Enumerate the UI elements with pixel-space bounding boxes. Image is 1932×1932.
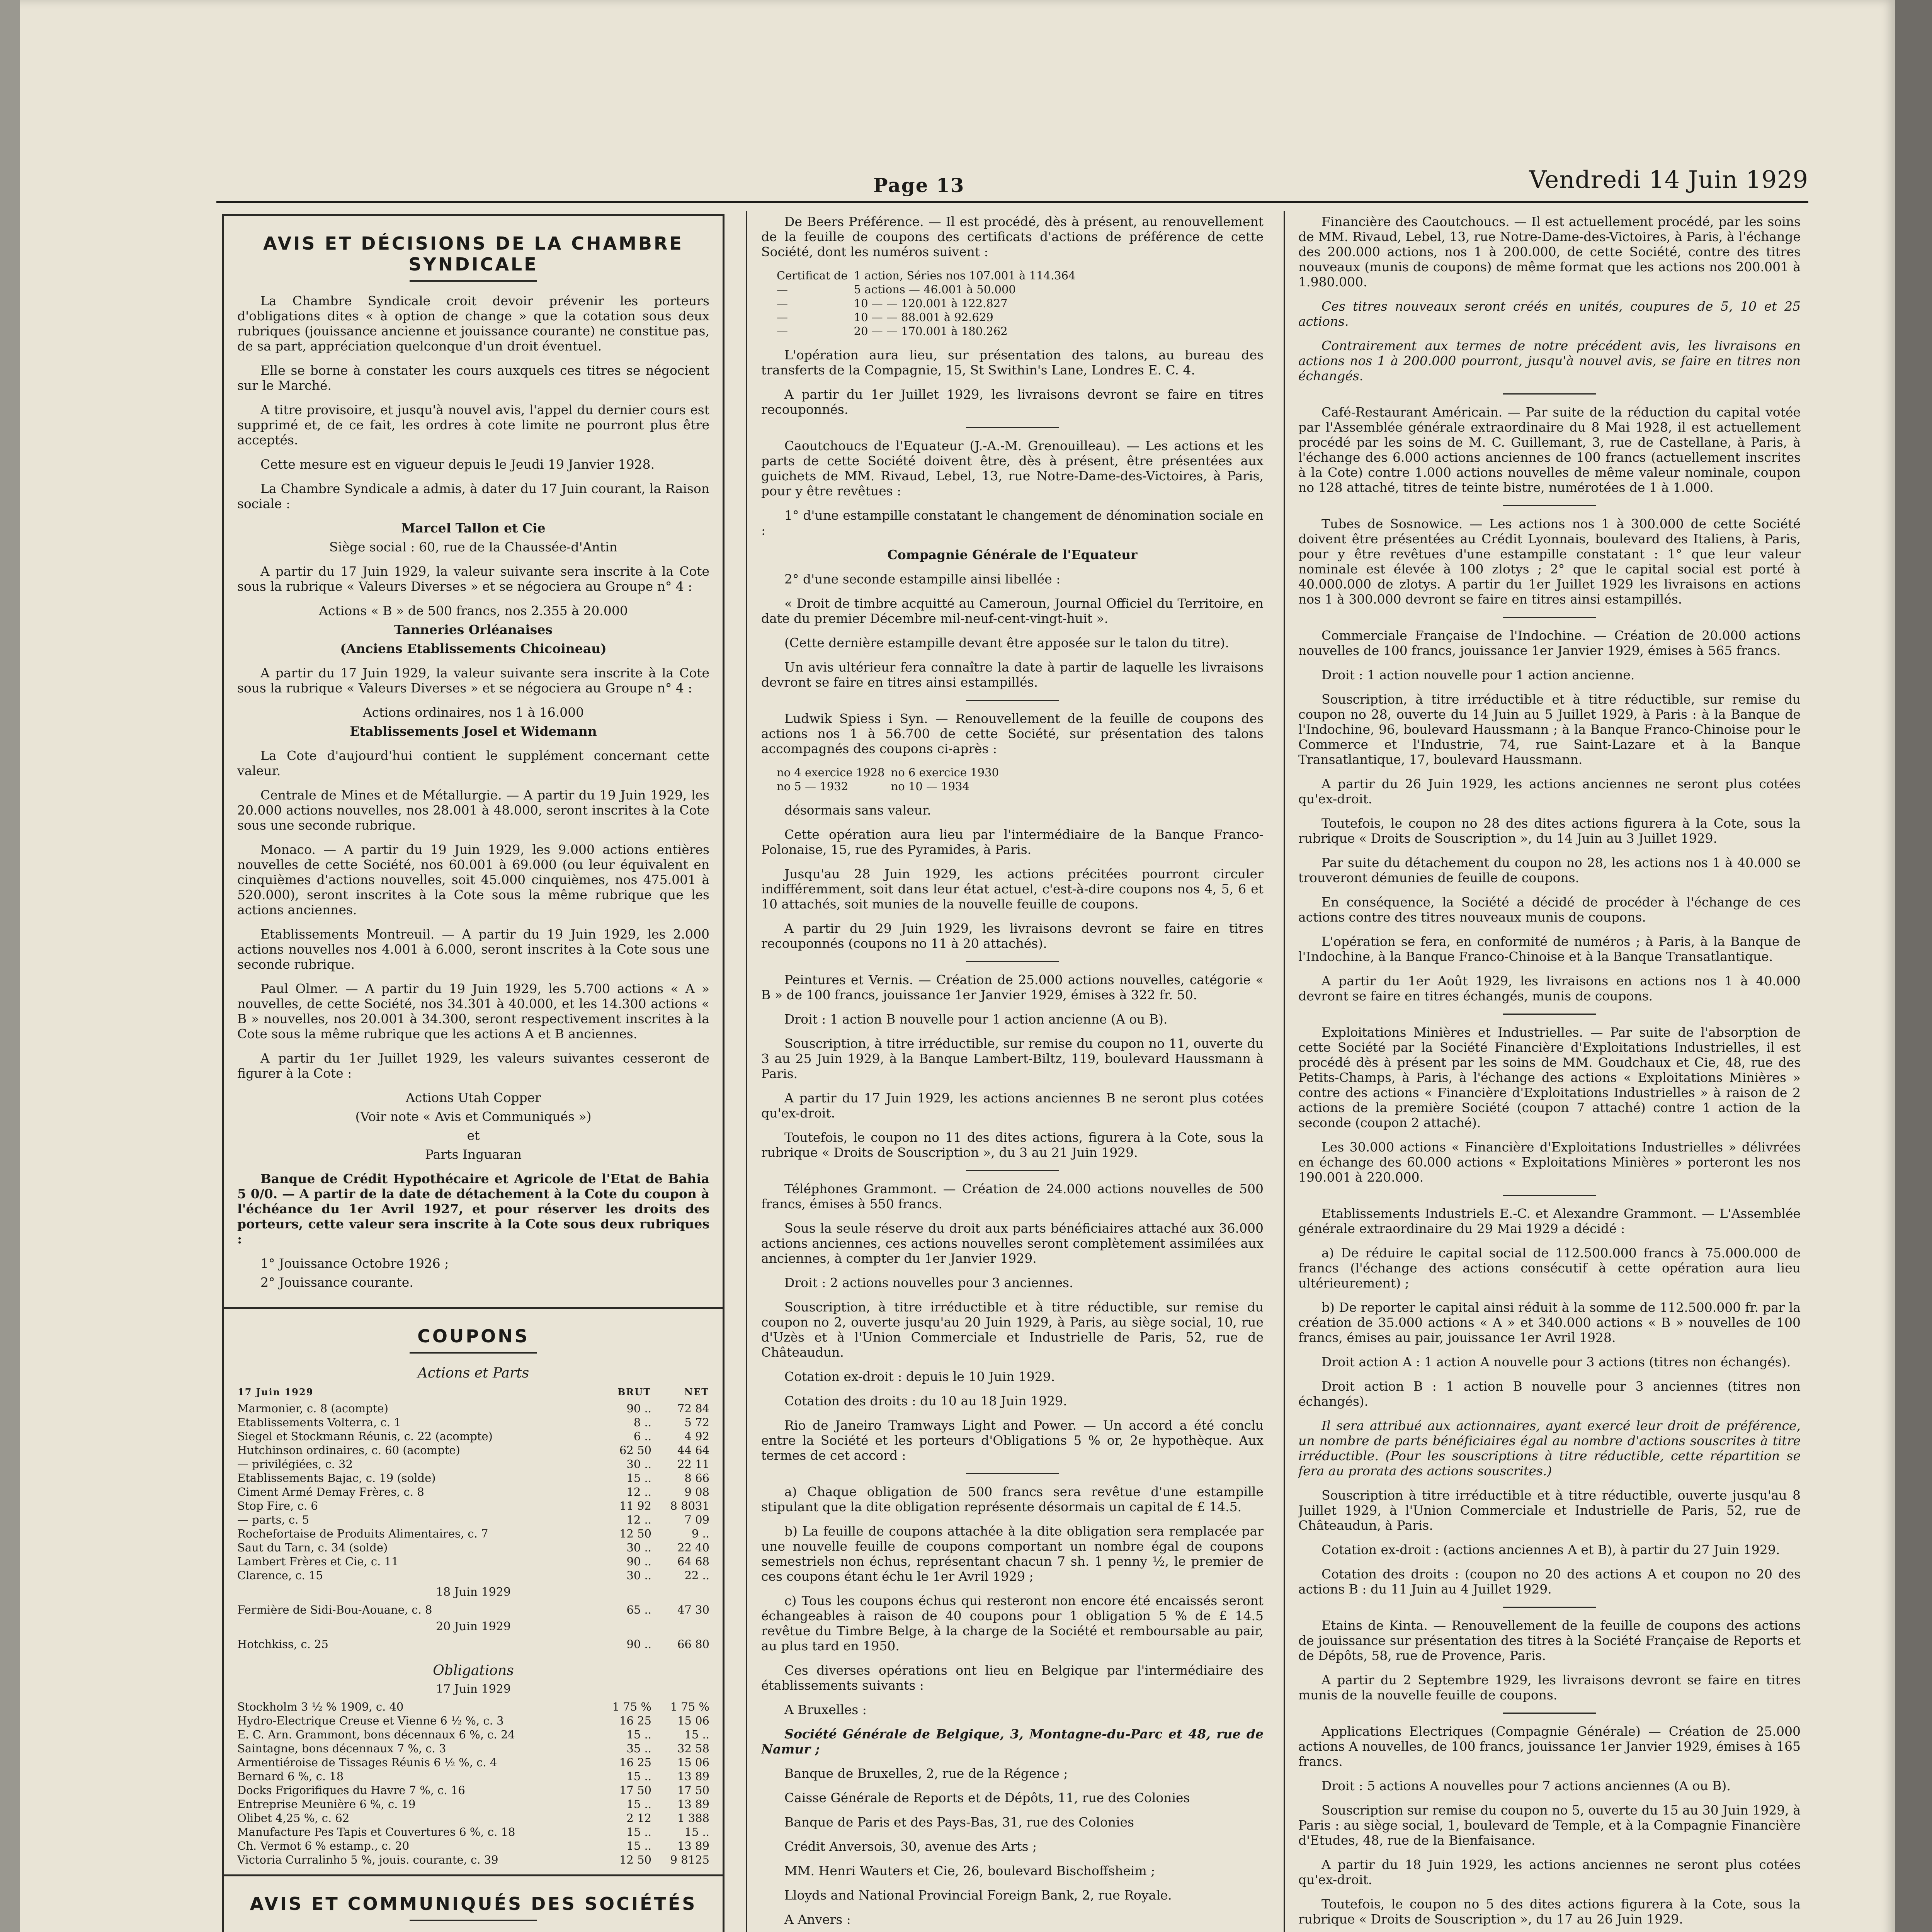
- coupon-row: [237, 1839, 709, 1853]
- coupon-net: 15 ..: [684, 1728, 709, 1741]
- coupon-brut: 15 ..: [626, 1770, 651, 1783]
- security-line: Actions Utah Copper: [406, 1090, 541, 1105]
- coupon-row: [237, 1513, 709, 1527]
- coupon-net: 1 388: [677, 1811, 709, 1825]
- coupon-net: 72 84: [677, 1402, 709, 1415]
- paragraph: A partir du 1er Août 1929, les livraisons en actions nos 1 à 40.000 devront se faire en titres échangés, munis de coupons.: [1298, 973, 1801, 1003]
- coupon-net: 7 09: [684, 1513, 709, 1526]
- coupon-net: 5 72: [684, 1416, 709, 1429]
- coupon-brut: 12 50: [619, 1853, 651, 1866]
- coupon-row: [237, 1485, 709, 1499]
- certificate-cell: —: [777, 325, 788, 338]
- paragraph: « Droit de timbre acquitté au Cameroun, Journal Officiel du Territoire, en date du premier Décembre mil-neuf-cent-vingt-huit ».: [761, 596, 1264, 626]
- paragraph: En conséquence, la Société a décidé de procéder à l'échange de ces actions contre des titres nouveaux munis de coupons.: [1298, 895, 1801, 925]
- paragraph: Droit action A : 1 action A nouvelle pour 3 actions (titres non échangés).: [1321, 1354, 1791, 1369]
- paragraph: L'opération se fera, en conformité de numéros ; à Paris, à la Banque de l'Indochine, à la Banque Franco-Chinoise et à la Banque Transatlantique.: [1298, 934, 1801, 964]
- coupon-brut: 16 25: [619, 1714, 651, 1727]
- paragraph: A partir du 17 Juin 1929, la valeur suivante sera inscrite à la Cote sous la rubrique « Valeurs Diverses » et se négociera au Groupe n° 4 :: [237, 665, 709, 696]
- paragraph: Souscription, à titre irréductible et à titre réductible, sur remise du coupon no 28, ouverte du 14 Juin au 5 Juillet 1929, à Paris : à la Banque de l'Indochine, 96, boulevard Haussmann ; à la Banque Franco-Chinoise pour le Commerce et l'Industrie, 74, rue Saint-Lazare et à la Banque Transatlantique, 17, boulevard Haussmann.: [1298, 692, 1801, 767]
- paragraph: Toutefois, le coupon no 5 des dites actions figurera à la Cote, sous la rubrique « Droits de Souscription », du 17 au 26 Juin 1929.: [1298, 1896, 1801, 1927]
- coupon-label: Hydro-Electrique Creuse et Vienne 6 ½ %, c. 3: [237, 1714, 504, 1727]
- divider: [966, 700, 1059, 701]
- divider: [410, 1352, 537, 1354]
- divider: [966, 961, 1059, 962]
- column-rule: [746, 211, 747, 1932]
- paragraph: Cotation des droits : du 10 au 18 Juin 1929.: [784, 1393, 1067, 1408]
- coupon-label: Lambert Frères et Cie, c. 11: [237, 1555, 399, 1568]
- paragraph: Cotation ex-droit : depuis le 10 Juin 1929.: [784, 1369, 1055, 1384]
- security-line: Parts Inguaran: [425, 1147, 522, 1162]
- divider: [966, 1473, 1059, 1474]
- coupon-brut: 12 ..: [626, 1485, 651, 1498]
- coupons-table-actions: [237, 1385, 709, 1582]
- column-header-brut: BRUT: [617, 1386, 651, 1398]
- divider: [966, 1170, 1059, 1171]
- coupon-row: [237, 1700, 709, 1714]
- divider: [1503, 393, 1596, 395]
- column-rule: [1284, 211, 1285, 1932]
- paragraph: Sous la seule réserve du droit aux parts bénéficiaires attaché aux 36.000 actions anciennes, ces actions nouvelles seront complètement assimilées aux anciennes, à compter du 1er Janvier 1929.: [761, 1221, 1264, 1266]
- certificate-cell: —: [777, 283, 788, 296]
- divider: [1503, 617, 1596, 618]
- coupon-row: [237, 1797, 709, 1811]
- paragraph: La Cote d'aujourd'hui contient le supplément concernant cette valeur.: [237, 748, 709, 778]
- paragraph: 1° d'une estampille constatant le changement de dénomination sociale en :: [761, 508, 1264, 538]
- coupon-label: Stockholm 3 ½ % 1909, c. 40: [237, 1700, 404, 1713]
- paragraph: Peintures et Vernis. — Création de 25.000 actions nouvelles, catégorie « B » de 100 francs, jouissance 1er Janvier 1929, émises à 322 fr. 50.: [761, 972, 1264, 1002]
- certificate-row: [777, 324, 1082, 338]
- paragraph: Souscription à titre irréductible et à titre réductible, ouverte jusqu'au 8 Juillet 1929, à l'Union Commerciale et Industrielle de Paris, 52, rue de Châteaudun, à Paris.: [1298, 1488, 1801, 1533]
- coupon-list-row: [777, 765, 1005, 779]
- coupon-row: [237, 1714, 709, 1728]
- coupon-brut: 90 ..: [626, 1402, 651, 1415]
- coupon-brut: 16 25: [619, 1756, 651, 1769]
- paragraph: Monaco. — A partir du 19 Juin 1929, les 9.000 actions entières nouvelles de cette Société, nos 60.001 à 69.000 (ou leur équivalent en cinquièmes d'actions nouvelles, soit 45.000 cinquièmes, nos 475.001 à 520.000), seront inscrites à la Cote sous la même rubrique que les actions anciennes.: [237, 842, 709, 917]
- divider: [1503, 505, 1596, 506]
- coupon-label: Ch. Vermot 6 % estamp., c. 20: [237, 1839, 410, 1852]
- coupon-net: 66 80: [677, 1638, 709, 1651]
- certificate-cell: Certificat de: [777, 269, 848, 282]
- coupon-row: [237, 1527, 709, 1541]
- paragraph: a) De réduire le capital social de 112.500.000 francs à 75.000.000 de francs (l'échange des actions consécutif à cette opération aura lieu ultérieurement) ;: [1298, 1245, 1801, 1291]
- coupon-row: [237, 1637, 709, 1651]
- paragraph: Crédit Anversois, 30, avenue des Arts ;: [784, 1839, 1037, 1854]
- coupon-row: [237, 1443, 709, 1457]
- coupon-row: [237, 1457, 709, 1471]
- paragraph: Ces titres nouveaux seront créés en unités, coupures de 5, 10 et 25 actions.: [1298, 299, 1801, 329]
- paragraph: b) De reporter le capital ainsi réduit à la somme de 112.500.000 fr. par la création de 35.000 actions « A » et 340.000 actions « B » nouvelles de 100 francs, émises au pair, jouissance 1er Avril 1928.: [1298, 1300, 1801, 1345]
- paragraph: L'opération aura lieu, sur présentation des talons, au bureau des transferts de la Compagnie, 15, St Swithin's Lane, Londres E. C. 4.: [761, 347, 1264, 378]
- paragraph: A partir du 17 Juin 1929, les actions anciennes B ne seront plus cotées qu'ex-droit.: [761, 1090, 1264, 1121]
- coupon-brut: 15 ..: [626, 1798, 651, 1811]
- paragraph: Souscription, à titre irréductible et à titre réductible, sur remise du coupon no 2, ouverte jusqu'au 20 Juin 1929, à Paris, au siège social, 10, rue d'Uzès et à l'Union Commerciale et Industrielle de Paris, 52, rue de Châteaudun.: [761, 1299, 1264, 1360]
- paragraph: MM. Henri Wauters et Cie, 26, boulevard Bischoffsheim ;: [784, 1863, 1155, 1878]
- paragraph: Banque de Bruxelles, 2, rue de la Régence ;: [784, 1766, 1068, 1781]
- paragraph: Cotation des droits : (coupon no 20 des actions A et coupon no 20 des actions B : du 11 Juin au 4 Juillet 1929.: [1298, 1566, 1801, 1597]
- coupon-label: Docks Frigorifiques du Havre 7 %, c. 16: [237, 1784, 465, 1797]
- page-number: Page 13: [873, 174, 965, 197]
- coupon-brut: 15 ..: [626, 1839, 651, 1852]
- coupon-label: Manufacture Pes Tapis et Couvertures 6 %, c. 18: [237, 1825, 515, 1838]
- coupons-table: [237, 1637, 709, 1651]
- paragraph: Droit : 5 actions A nouvelles pour 7 actions anciennes (A ou B).: [1321, 1778, 1731, 1793]
- coupon-row: [237, 1742, 709, 1755]
- divider: [410, 1920, 537, 1921]
- coupon-row: [237, 1728, 709, 1742]
- paragraph: Etablissements Industriels E.-C. et Alexandre Grammont. — L'Assemblée générale extraordinaire du 29 Mai 1929 a décidé :: [1298, 1206, 1801, 1236]
- coupon-label: Ciment Armé Demay Frères, c. 8: [237, 1485, 424, 1498]
- paragraph: Caoutchoucs de l'Equateur (J.-A.-M. Grenouilleau). — Les actions et les parts de cette Société doivent être, dès à présent, être présentées aux guichets de MM. Rivaud, Lebel, 13, rue Notre-Dame-des-Victoires, à Paris, pour y être revêtues :: [761, 438, 1264, 498]
- certificate-cell: 10 — — 88.001 à 92.629: [854, 311, 993, 324]
- coupon-brut: 15 ..: [626, 1825, 651, 1838]
- coupon-label: Etablissements Volterra, c. 1: [237, 1416, 401, 1429]
- coupon-net: 22 11: [677, 1458, 709, 1471]
- paragraph: Compagnie Générale de l'Equateur: [887, 547, 1138, 562]
- paragraph: Par suite du détachement du coupon no 28, les actions nos 1 à 40.000 se trouveront démunies de feuille de coupons.: [1298, 855, 1801, 885]
- certificate-cell: —: [777, 311, 788, 324]
- coupon-row: [237, 1568, 709, 1582]
- paragraph: Caisse Générale de Reports et de Dépôts, 11, rue des Colonies: [784, 1790, 1190, 1805]
- paragraph: A Bruxelles :: [784, 1702, 867, 1717]
- coupon-row: [237, 1499, 709, 1513]
- coupon-brut: 2 12: [626, 1811, 651, 1825]
- section-title-coupons: COUPONS: [417, 1326, 529, 1347]
- paragraph: Tubes de Sosnowice. — Les actions nos 1 à 300.000 de cette Société doivent être présentées au Crédit Lyonnais, boulevard des Italiens, à Paris, pour y être revêtues d'une estampille constatant : 1° que leur valeur nominale est élevée à 100 zlotys ; 2° que le capital social est porté à 40.000.000 de zlotys. A partir du 1er Juillet 1929 les livraisons en actions nos 1 à 300.000 devront se faire en titres ainsi estampillés.: [1298, 516, 1801, 607]
- coupon-label: Entreprise Meunière 6 %, c. 19: [237, 1798, 416, 1811]
- coupon-row: [237, 1783, 709, 1797]
- coupon-net: 4 92: [684, 1430, 709, 1443]
- paragraph: 1° Jouissance Octobre 1926 ;: [260, 1256, 449, 1271]
- coupon-brut: 65 ..: [626, 1603, 651, 1616]
- security-line: Actions « B » de 500 francs, nos 2.355 à 20.000: [319, 603, 628, 618]
- paragraph: A partir du 18 Juin 1929, les actions anciennes ne seront plus cotées qu'ex-droit.: [1298, 1857, 1801, 1887]
- coupon-list-table: [777, 765, 1005, 793]
- paragraph: b) La feuille de coupons attachée à la dite obligation sera remplacée par une nouvelle feuille de coupons comportant un nombre égal de coupons semestriels non échus, représentant chacun 7 sh. 1 penny ½, le premier de ces coupons étant échu le 1er Avril 1929 ;: [761, 1524, 1264, 1584]
- paragraph: Cette mesure est en vigueur depuis le Jeudi 19 Janvier 1928.: [260, 457, 655, 472]
- coupon-brut: 90 ..: [626, 1555, 651, 1568]
- paragraph: Commerciale Française de l'Indochine. — Création de 20.000 actions nouvelles de 100 francs, jouissance 1er Janvier 1929, émises à 565 francs.: [1298, 628, 1801, 658]
- communiques-box: [222, 1876, 724, 1932]
- paragraph: c) Tous les coupons échus qui resteront non encore été encaissés seront échangeables à raison de 40 coupons pour 1 obligation 5 % de £ 14.5 revêtue du Timbre Belge, à la charge de la Société et remboursable au pair, au plus tard en 1950.: [761, 1593, 1264, 1653]
- paragraph: A partir du 1er Juillet 1929, les livraisons devront se faire en titres recouponnés.: [761, 387, 1264, 417]
- coupon-label: Hotchkiss, c. 25: [237, 1638, 328, 1651]
- coupons-box: [222, 1309, 724, 1876]
- coupon-net: 44 64: [677, 1444, 709, 1457]
- coupon-brut: 15 ..: [626, 1728, 651, 1741]
- company-name: Marcel Tallon et Cie: [401, 520, 546, 536]
- certificate-cell: 5 actions — 46.001 à 50.000: [854, 283, 1016, 296]
- column-header-net: NET: [684, 1386, 709, 1398]
- paragraph: Lloyds and National Provincial Foreign Bank, 2, rue Royale.: [784, 1888, 1172, 1903]
- column-3-body: [1298, 214, 1801, 1932]
- coupon-net: 13 89: [677, 1798, 709, 1811]
- paragraph: (Cette dernière estampille devant être apposée sur le talon du titre).: [784, 635, 1229, 650]
- paragraph: Financière des Caoutchoucs. — Il est actuellement procédé, par les soins de MM. Rivaud, Lebel, 13, rue Notre-Dame-des-Victoires, à Paris, à l'échange des 200.000 actions, nos 1 à 200.000, de cette Société, contre des titres nouveaux (munis de coupons) de même format que les actions nos 200.001 à 1.980.000.: [1298, 214, 1801, 289]
- coupon-brut: 30 ..: [626, 1569, 651, 1582]
- coupon-net: 13 89: [677, 1770, 709, 1783]
- coupon-label: Saintagne, bons décennaux 7 %, c. 3: [237, 1742, 446, 1755]
- paragraph: Un avis ultérieur fera connaître la date à partir de laquelle les livraisons devront se faire en titres ainsi estampillés.: [761, 660, 1264, 690]
- paragraph: A titre provisoire, et jusqu'à nouvel avis, l'appel du dernier cours est supprimé et, de ce fait, les ordres à cote limite ne pourront plus être acceptés.: [237, 402, 709, 447]
- security-line: et: [467, 1128, 480, 1143]
- paragraph: Café-Restaurant Américain. — Par suite de la réduction du capital votée par l'Assemblée générale extraordinaire du 8 Mai 1928, il est actuellement procédé par les soins de M. C. Guillemant, 3, rue de Castellane, à Paris, à l'échange des 6.000 actions anciennes de 100 francs (actuellement inscrites à la Cote) contre 1.000 actions nouvelles de même valeur nominale, coupon no 128 attaché, titres de teinte bistre, numérotées de 1 à 1.000.: [1298, 405, 1801, 495]
- certificate-cell: —: [777, 297, 788, 310]
- divider: [1503, 1607, 1596, 1608]
- company-name: (Anciens Etablissements Chicoineau): [340, 641, 607, 656]
- paragraph: Souscription, à titre irréductible, sur remise du coupon no 11, ouverte du 3 au 25 Juin 1929, à la Banque Lambert-Biltz, 119, boulevard Haussmann à Paris.: [761, 1036, 1264, 1081]
- divider: [1503, 1014, 1596, 1015]
- paragraph: 2° d'une seconde estampille ainsi libellée :: [784, 571, 1061, 587]
- running-header: [216, 116, 1808, 197]
- coupon-net: 17 50: [677, 1784, 709, 1797]
- paragraph: Droit action B : 1 action B nouvelle pour 3 anciennes (titres non échangés).: [1298, 1379, 1801, 1409]
- paragraph: A partir du 17 Juin 1929, la valeur suivante sera inscrite à la Cote sous la rubrique « Valeurs Diverses » et se négociera au Groupe n° 4 :: [237, 564, 709, 594]
- paragraph: A Anvers :: [784, 1912, 851, 1927]
- paragraph: Jusqu'au 28 Juin 1929, les actions précitées pourront circuler indifféremment, soit dans leur état actuel, c'est-à-dire coupons nos 4, 5, 6 et 10 attachés, soit munies de la nouvelle feuille de coupons.: [761, 866, 1264, 912]
- coupon-net: 22 ..: [684, 1569, 709, 1582]
- coupon-label: Siegel et Stockmann Réunis, c. 22 (acompte): [237, 1430, 493, 1443]
- coupon-label: E. C. Arn. Grammont, bons décennaux 6 %, c. 24: [237, 1728, 515, 1741]
- coupon-label: Olibet 4,25 %, c. 62: [237, 1811, 350, 1825]
- coupon-label: Armentiéroise de Tissages Réunis 6 ½ %, c. 4: [237, 1756, 497, 1769]
- coupon-brut: 17 50: [619, 1784, 651, 1797]
- column-2-body: [761, 214, 1264, 1932]
- coupon-row: [237, 1811, 709, 1825]
- coupon-brut: 15 ..: [626, 1471, 651, 1485]
- avis-box: [222, 214, 724, 1309]
- divider: [966, 427, 1059, 428]
- coupon-row: [237, 1541, 709, 1554]
- coupon-label: Marmonier, c. 8 (acompte): [237, 1402, 388, 1415]
- page-frame: [216, 201, 1808, 1932]
- coupon-row: [237, 1471, 709, 1485]
- paragraph: Droit : 1 action nouvelle pour 1 action ancienne.: [1321, 667, 1635, 682]
- paragraph: Toutefois, le coupon no 28 des dites actions figurera à la Cote, sous la rubrique « Droits de Souscription », du 14 Juin au 3 Juillet 1929.: [1298, 816, 1801, 846]
- coupon-label: Fermière de Sidi-Bou-Aouane, c. 8: [237, 1603, 432, 1616]
- certificate-cell: 20 — — 170.001 à 180.262: [854, 325, 1008, 338]
- paragraph: Etains de Kinta. — Renouvellement de la feuille de coupons des actions de jouissance sur présentation des titres à la Société Française de Reports et de Dépôts, 58, rue de Provence, Paris.: [1298, 1618, 1801, 1663]
- coupon-net: 9 ..: [691, 1527, 709, 1540]
- paragraph: A partir du 1er Juillet 1929, les valeurs suivantes cesseront de figurer à la Cote :: [237, 1051, 709, 1081]
- coupon-net: 8 8031: [670, 1499, 709, 1512]
- coupon-brut: 11 92: [619, 1499, 651, 1512]
- paragraph: Elle se borne à constater les cours auxquels ces titres se négocient sur le Marché.: [237, 363, 709, 393]
- column-2: [761, 214, 1264, 1932]
- certificate-cell: 10 — — 120.001 à 122.827: [854, 297, 1008, 310]
- certificate-table: [777, 269, 1082, 338]
- issue-date: Vendredi 14 Juin 1929: [1529, 165, 1808, 194]
- divider: [1503, 1195, 1596, 1196]
- certificate-row: [777, 269, 1082, 282]
- coupons-date: 18 Juin 1929: [436, 1585, 511, 1599]
- paragraph: Souscription sur remise du coupon no 5, ouverte du 15 au 30 Juin 1929, à Paris : au siège social, 1, boulevard de Temple, et à la Compagnie Financière d'Etudes, 48, rue de la Bienfaisance.: [1298, 1803, 1801, 1848]
- coupons-subtitle: Obligations: [433, 1663, 514, 1679]
- table-header-date: 17 Juin 1929: [238, 1386, 314, 1398]
- coupons-table: [237, 1603, 709, 1617]
- paragraph: désormais sans valeur.: [784, 803, 931, 818]
- coupon-net: 15 06: [677, 1714, 709, 1727]
- certificate-row: [777, 282, 1082, 296]
- paragraph: Exploitations Minières et Industrielles. — Par suite de l'absorption de cette Société par la Société Financière d'Exploitations Industrielles, il est procédé dès à présent par les soins de MM. Goudchaux et Cie, 48, rue des Petits-Champs, à Paris, à l'échange des actions « Exploitations Minières » contre des actions « Financière d'Exploitations Industrielles » à raison de 2 actions de la première Société (coupon 7 attaché) contre 1 action de la seconde (coupon 2 attaché).: [1298, 1025, 1801, 1130]
- coupon-net: 9 8125: [670, 1853, 709, 1866]
- paragraph: La Chambre Syndicale croit devoir prévenir les porteurs d'obligations dites « à option de change » que la cotation sous deux rubriques (jouissance ancienne et jouissance courante) ne constitue pas, de sa part, appréciation quelconque d'un droit éventuel.: [237, 293, 709, 354]
- paragraph: a) Chaque obligation de 500 francs sera revêtue d'une estampille stipulant que la dite obligation représente désormais un capital de £ 14.5.: [761, 1484, 1264, 1514]
- paragraph: Etablissements Montreuil. — A partir du 19 Juin 1929, les 2.000 actions nouvelles nos 4.001 à 6.000, seront inscrites à la Cote sous une seconde rubrique.: [237, 927, 709, 972]
- column-3: [1298, 214, 1801, 1932]
- coupon-net: 22 40: [677, 1541, 709, 1554]
- coupon-label: Bernard 6 %, c. 18: [237, 1770, 344, 1783]
- paragraph: Applications Electriques (Compagnie Générale) — Création de 25.000 actions A nouvelles, de 100 francs, jouissance 1er Janvier 1929, émises à 165 francs.: [1298, 1724, 1801, 1769]
- paragraph: Paul Olmer. — A partir du 19 Juin 1929, les 5.700 actions « A » nouvelles, de cette Société, nos 34.301 à 40.000, et les 14.300 actions « B » nouvelles, nos 20.001 à 34.300, seront respectivement inscrites à la Cote sous la même rubrique que les actions A et B anciennes.: [237, 981, 709, 1041]
- certificate-cell: 1 action, Séries nos 107.001 à 114.364: [854, 269, 1076, 282]
- coupon-net: 15 ..: [684, 1825, 709, 1838]
- coupon-net: 8 66: [684, 1471, 709, 1485]
- company-name: Etablissements Josel et Widemann: [350, 724, 597, 739]
- coupon-net: 9 08: [684, 1485, 709, 1498]
- paragraph: Banque de Paris et des Pays-Bas, 31, rue des Colonies: [784, 1815, 1134, 1830]
- binding-strip: [0, 0, 20, 1932]
- scan-background: [1895, 0, 1932, 1932]
- coupon-brut: 12 ..: [626, 1513, 651, 1526]
- paragraph: A partir du 29 Juin 1929, les livraisons devront se faire en titres recouponnés (coupons no 11 à 20 attachés).: [761, 921, 1264, 951]
- divider: [410, 280, 537, 282]
- coupon-brut: 1 75 %: [612, 1700, 651, 1713]
- coupon-row: [237, 1401, 709, 1415]
- coupon-list-cell: no 6 exercice 1930: [891, 766, 999, 779]
- column-1: [222, 214, 724, 1932]
- coupon-net: 15 06: [677, 1756, 709, 1769]
- coupon-brut: 35 ..: [626, 1742, 651, 1755]
- coupon-label: — parts, c. 5: [237, 1513, 310, 1526]
- paragraph: 2° Jouissance courante.: [260, 1275, 413, 1290]
- coupon-row: [237, 1429, 709, 1443]
- coupon-label: Hutchinson ordinaires, c. 60 (acompte): [237, 1444, 460, 1457]
- coupon-brut: 30 ..: [626, 1458, 651, 1471]
- paragraph: Droit : 1 action B nouvelle pour 1 action ancienne (A ou B).: [784, 1012, 1168, 1027]
- coupon-label: Stop Fire, c. 6: [237, 1499, 318, 1512]
- coupon-brut: 62 50: [619, 1444, 651, 1457]
- coupon-brut: 12 50: [619, 1527, 651, 1540]
- paragraph: Cette opération aura lieu par l'intermédiaire de la Banque Franco-Polonaise, 15, rue des Pyramides, à Paris.: [761, 827, 1264, 857]
- coupon-label: Victoria Curralinho 5 %, jouis. courante, c. 39: [237, 1853, 498, 1866]
- coupon-row: [237, 1554, 709, 1568]
- coupon-row: [237, 1769, 709, 1783]
- coupons-date: 20 Juin 1929: [436, 1620, 511, 1633]
- coupon-row: [237, 1825, 709, 1839]
- section-title-avis: AVIS ET DÉCISIONS DE LA CHAMBRE SYNDICALE: [263, 233, 684, 275]
- coupons-subtitle: Actions et Parts: [417, 1365, 529, 1381]
- coupon-label: Rochefortaise de Produits Alimentaires, c. 7: [237, 1527, 488, 1540]
- paragraph: De Beers Préférence. — Il est procédé, dès à présent, au renouvellement de la feuille de coupons des certificats d'actions de préférence de cette Société, dont les numéros suivent :: [761, 214, 1264, 259]
- divider: [1503, 1713, 1596, 1714]
- company-name: Tanneries Orléanaises: [394, 622, 553, 637]
- coupon-net: 1 75 %: [670, 1700, 709, 1713]
- paragraph: Cotation ex-droit : (actions anciennes A et B), à partir du 27 Juin 1929.: [1321, 1542, 1780, 1557]
- coupon-row: [237, 1415, 709, 1429]
- coupon-net: 64 68: [677, 1555, 709, 1568]
- coupon-label: Saut du Tarn, c. 34 (solde): [237, 1541, 388, 1554]
- coupon-row: [237, 1853, 709, 1867]
- paragraph: Centrale de Mines et de Métallurgie. — A partir du 19 Juin 1929, les 20.000 actions nouvelles, nos 28.001 à 48.000, seront inscrites à la Cote sous une seconde rubrique.: [237, 787, 709, 833]
- paragraph: Les 30.000 actions « Financière d'Exploitations Industrielles » délivrées en échange des 60.000 actions « Exploitations Minières » porteront les nos 190.001 à 220.000.: [1298, 1139, 1801, 1185]
- paragraph: Il sera attribué aux actionnaires, ayant exercé leur droit de préférence, un nombre de parts bénéficiaires égal au nombre d'actions souscrites à titre irréductible. (Pour les souscriptions à titre réductible, cette répartition se fera au prorata des actions souscrites.): [1298, 1418, 1801, 1478]
- coupon-brut: 30 ..: [626, 1541, 651, 1554]
- security-line: (Voir note « Avis et Communiqués »): [355, 1109, 592, 1124]
- paragraph: Société Générale de Belgique, 3, Montagne-du-Parc et 48, rue de Namur ;: [761, 1726, 1264, 1757]
- coupon-label: — privilégiées, c. 32: [237, 1458, 353, 1471]
- coupon-brut: 90 ..: [626, 1638, 651, 1651]
- address: Siège social : 60, rue de la Chaussée-d'Antin: [329, 539, 617, 554]
- coupons-date: 17 Juin 1929: [436, 1682, 511, 1696]
- coupon-list-cell: no 10 — 1934: [891, 780, 970, 793]
- coupon-list-cell: no 5 — 1932: [777, 780, 849, 793]
- coupon-net: 47 30: [677, 1603, 709, 1616]
- coupon-net: 13 89: [677, 1839, 709, 1852]
- coupon-list-row: [777, 779, 1005, 793]
- coupon-row: [237, 1755, 709, 1769]
- coupon-net: 32 58: [677, 1742, 709, 1755]
- paragraph: Contrairement aux termes de notre précédent avis, les livraisons en actions nos 1 à 200.000 pourront, jusqu'à nouvel avis, se faire en titres non échangés.: [1298, 338, 1801, 383]
- certificate-row: [777, 296, 1082, 310]
- paragraph: Ces diverses opérations ont lieu en Belgique par l'intermédiaire des établissements suivants :: [761, 1663, 1264, 1693]
- coupon-brut: 6 ..: [633, 1430, 651, 1443]
- coupon-label: Etablissements Bajac, c. 19 (solde): [237, 1471, 436, 1485]
- coupon-row: [237, 1603, 709, 1617]
- paragraph: A partir du 2 Septembre 1929, les livraisons devront se faire en titres munis de la nouvelle feuille de coupons.: [1298, 1672, 1801, 1702]
- paragraph: Droit : 2 actions nouvelles pour 3 anciennes.: [784, 1275, 1073, 1290]
- coupon-list-cell: no 4 exercice 1928: [777, 766, 885, 779]
- coupons-table-obligations: [237, 1700, 709, 1867]
- certificate-row: [777, 310, 1082, 324]
- paragraph: Toutefois, le coupon no 11 des dites actions, figurera à la Cote, sous la rubrique « Droits de Souscription », du 3 au 21 Juin 1929.: [761, 1130, 1264, 1160]
- paragraph: A partir du 26 Juin 1929, les actions anciennes ne seront plus cotées qu'ex-droit.: [1298, 776, 1801, 806]
- paragraph: Téléphones Grammont. — Création de 24.000 actions nouvelles de 500 francs, émises à 550 francs.: [761, 1181, 1264, 1211]
- security-line: Actions ordinaires, nos 1 à 16.000: [362, 705, 584, 720]
- coupon-label: Clarence, c. 15: [237, 1569, 323, 1582]
- section-title-communiques: AVIS ET COMMUNIQUÉS DES SOCIÉTÉS: [250, 1893, 697, 1914]
- paragraph: Rio de Janeiro Tramways Light and Power. — Un accord a été conclu entre la Société et les porteurs d'Obligations 5 % or, 2e hypothèque. Aux termes de cet accord :: [761, 1418, 1264, 1463]
- paragraph: Ludwik Spiess i Syn. — Renouvellement de la feuille de coupons des actions nos 1 à 56.700 de cette Société, sur présentation des talons accompagnés des coupons ci-après :: [761, 711, 1264, 756]
- coupon-brut: 8 ..: [633, 1416, 651, 1429]
- paragraph: La Chambre Syndicale a admis, à dater du 17 Juin courant, la Raison sociale :: [237, 481, 709, 511]
- paragraph: Banque de Crédit Hypothécaire et Agricole de l'Etat de Bahia 5 0/0. — A partir de la date de détachement à la Cote du coupon à l'échéance du 1er Avril 1927, et pour réserver les droits des porteurs, cette valeur sera inscrite à la Cote sous deux rubriques :: [237, 1171, 709, 1247]
